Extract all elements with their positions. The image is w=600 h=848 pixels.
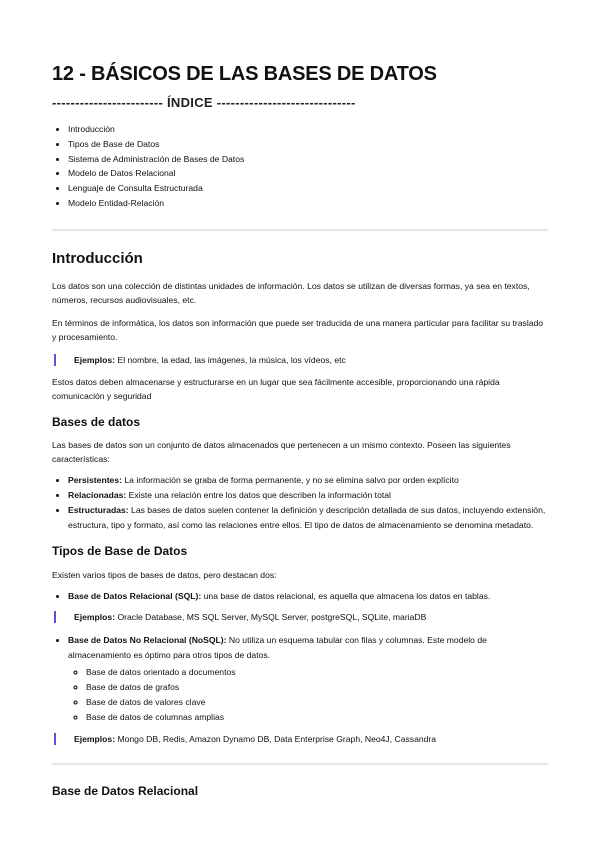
intro-examples-quote — [54, 354, 548, 366]
list-item — [68, 503, 548, 533]
item-label: Base de Datos Relacional (SQL): — [68, 591, 202, 602]
quote-label: Ejemplos: — [74, 612, 116, 623]
intro-paragraph-3: Estos datos deben almacenarse y estructurarse en un lugar que sea fácilmente accesible, proporcionando una rápida comunicación y seguridad — [52, 376, 500, 402]
nosql-sublist — [68, 665, 548, 725]
index-item-modelo-relacional[interactable]: • Modelo de Datos Relacional — [68, 166, 548, 181]
quote-text: El nombre, la edad, las imágenes, la música, los vídeos, etc — [115, 354, 346, 365]
bases-paragraph-1: Las bases de datos son un conjunto de datos almacenados que pertenecen a un mismo contexto. Poseen las siguientes características: — [52, 439, 511, 465]
index-item-modelo-entidad[interactable]: • Modelo Entidad-Relación — [68, 196, 548, 211]
quote-label: Ejemplos: — [74, 734, 116, 745]
index-item-lenguaje-consulta[interactable]: • Lenguaje de Consulta Estructurada — [68, 181, 548, 196]
tipos-heading: Tipos de Base de Datos — [52, 543, 188, 558]
item-label: Base de Datos No Relacional (NoSQL): — [68, 635, 227, 646]
item-label: Persistentes: — [68, 474, 122, 485]
intro-paragraph-1: Los datos son una colección de distintas unidades de información. Los datos se utilizan de diversas formas, ya sea en textos, números, recursos audiovisuales, etc. — [52, 280, 530, 306]
sql-examples-quote — [54, 611, 548, 623]
intro-heading: Introducción — [52, 249, 143, 267]
intro-paragraph-2: En términos de informática, los datos son información que puede ser traducida de una manera particular para facilitar su traslado y procesamiento. — [52, 317, 544, 343]
list-item: ◦ Base de datos de valores clave — [86, 695, 548, 710]
item-text: una base de datos relacional, es aquella que almacena los datos en tablas. — [201, 591, 491, 602]
bases-characteristics-list — [52, 473, 548, 533]
section-divider — [52, 229, 548, 231]
section-divider — [52, 763, 548, 765]
nosql-examples-quote — [54, 733, 548, 745]
quote-label: Ejemplos: — [74, 354, 116, 365]
list-item: ◦ Base de datos de columnas amplias — [86, 710, 548, 725]
list-item — [68, 589, 548, 604]
item-label: Relacionadas: — [68, 489, 127, 500]
tipos-sql-list — [52, 589, 548, 604]
index-item-tipos[interactable]: • Tipos de Base de Datos — [68, 137, 548, 152]
item-label: Estructuradas: — [68, 504, 129, 515]
item-text: Existe una relación entre los datos que describen la información total — [126, 489, 391, 500]
list-item: ◦ Base de datos orientado a documentos — [86, 665, 548, 680]
index-divider: ------------------------ ÍNDICE ------------------------------ — [52, 95, 356, 110]
page-title: 12 - BÁSICOS DE LAS BASES DE DATOS — [52, 63, 437, 85]
list-item — [68, 488, 548, 503]
tipos-paragraph-1: Existen varios tipos de bases de datos, pero destacan dos: — [52, 569, 277, 580]
index-item-sistema-administracion[interactable]: • Sistema de Administración de Bases de Datos — [68, 152, 548, 167]
item-text: Las bases de datos suelen contener la definición y descripción detallada de sus datos, incluyendo extensión, estructura, tipo y formato, así como las relaciones entre ellos. El tipo de datos de almacenamiento se denomina metadato. — [68, 504, 546, 530]
index-item-introduccion[interactable]: • Introducción — [68, 122, 548, 137]
quote-text: Mongo DB, Redis, Amazon Dynamo DB, Data Enterprise Graph, Neo4J, Cassandra — [115, 734, 437, 745]
list-item — [68, 633, 548, 725]
list-item — [68, 473, 548, 488]
index-list — [52, 122, 548, 211]
tipos-nosql-list — [52, 633, 548, 725]
item-text: No utiliza un esquema tabular con filas y columnas. Este modelo de almacenamiento es óptimo para otros tipos de datos. — [68, 635, 487, 661]
quote-text: Oracle Database, MS SQL Server, MySQL Server, postgreSQL, SQLite, mariaDB — [115, 612, 427, 623]
bases-heading: Bases de datos — [52, 414, 141, 429]
item-text: La información se graba de forma permanente, y no se elimina salvo por orden explícito — [121, 474, 459, 485]
list-item: ◦ Base de datos de grafos — [86, 680, 548, 695]
relacional-heading: Base de Datos Relacional — [52, 784, 199, 799]
